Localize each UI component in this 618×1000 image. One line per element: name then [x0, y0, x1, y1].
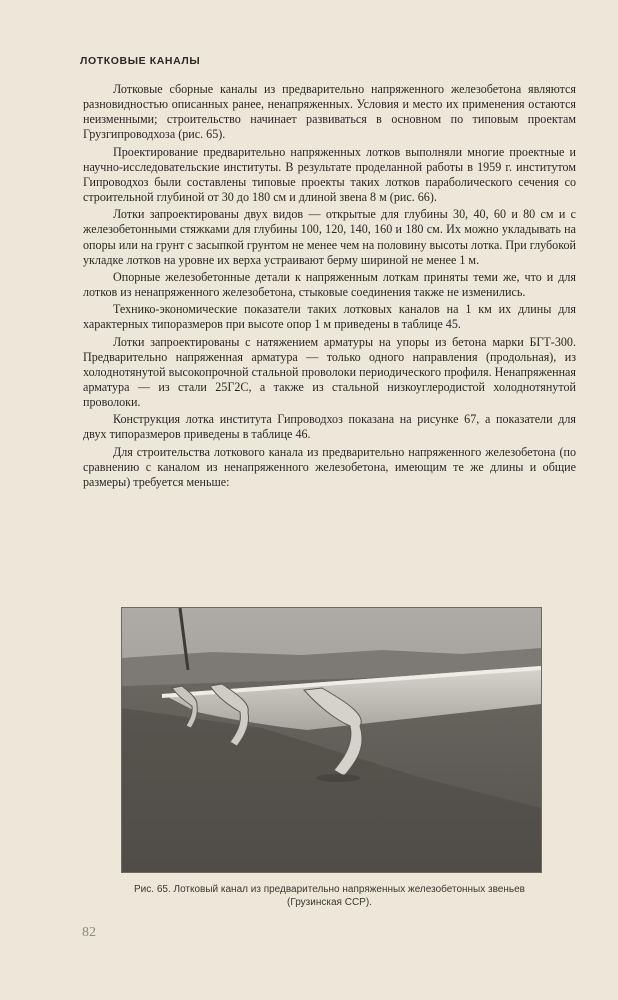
page-number: 82 [82, 925, 96, 940]
figure-photo [121, 607, 542, 873]
paragraph: Проектирование предварительно напряженных лотков выполняли многие проектные и научно-исследовательские институты. В результате проделанной работы в 1959 г. институтом Гипроводхоз были составлены типовые проекты таких лотков параболического сечения со строительной глубиной от 30 до 180 см и длиной звена 8 м (рис. 66). [83, 144, 576, 205]
page-heading: ЛОТКОВЫЕ КАНАЛЫ [80, 55, 201, 67]
paragraph: Лотковые сборные каналы из предварительно напряженного железобетона являются разновидностью описанных ранее, ненапряженных. Условия и место их применения остаются неизменными; строительство начинает развиваться в основном по типовым проектам Грузгипроводхоза (рис. 65). [83, 82, 576, 142]
body-text [83, 82, 576, 490]
paragraph: Опорные железобетонные детали к напряженным лоткам приняты теми же, что и для лотков из ненапряженного железобетона, стыковые соединения также не изменились. [83, 269, 576, 300]
paragraph: Лотки запроектированы с натяжением арматуры на упоры из бетона марки БГТ-300. Предварительно напряженная арматура — только одного направления (продольная), из холоднотянутой высокопрочной стальной проволоки периодического профиля. Ненапряженная арматура — из стали 25Г2С, а также из стальной низкоуглеродистой холоднотянутой проволоки. [83, 334, 576, 410]
paragraph: Технико-экономические показатели таких лотковых каналов на 1 км их длины для характерных типоразмеров при высоте опор 1 м приведены в таблице 45. [83, 302, 576, 332]
figure-caption: Рис. 65. Лотковый канал из предварительно напряженных железобетонных звеньев (Грузинская ССР). [134, 884, 525, 908]
paragraph: Для строительства лоткового канала из предварительно напряженного железобетона (по сравнению с каналом из ненапряженного железобетона, имеющим те же длины и общие размеры) требуется меньше: [83, 444, 576, 489]
canal-photo-illustration [122, 608, 541, 872]
paragraph: Лотки запроектированы двух видов — открытые для глубины 30, 40, 60 и 80 см и с железобетонными стяжками для глубины 100, 120, 140, 160 и 180 см. Их можно укладывать на опоры или на грунт с засыпкой грунтом не менее чем на половину высоты лотка. При глубокой укладке лотков на уровне их верха устраивают берму шириной не менее 1 м. [83, 207, 576, 267]
support-shadow [316, 774, 360, 782]
paragraph: Конструкция лотка института Гипроводхоз показана на рисунке 67, а показатели для двух типоразмеров приведены в таблице 46. [83, 412, 576, 442]
